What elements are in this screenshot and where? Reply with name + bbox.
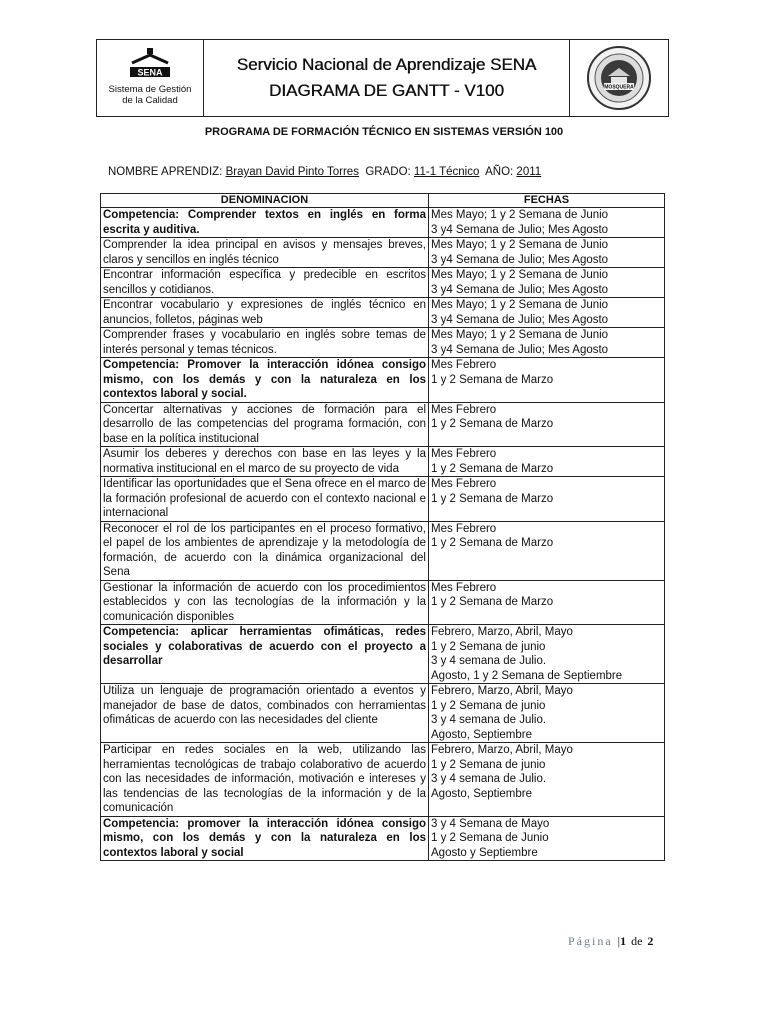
- fecha-line: 3 y4 Semana de Julio; Mes Agosto: [431, 223, 609, 236]
- student-year: 2011: [516, 166, 542, 178]
- header-title-line-2: DIAGRAMA DE GANTT - V100: [269, 81, 504, 100]
- fecha-line: 3 y4 Semana de Julio; Mes Agosto: [431, 343, 609, 356]
- denominacion-cell: Encontrar información específica y predecible en escritos sencillos y cotidianos.: [101, 268, 429, 298]
- fechas-cell: [429, 238, 665, 268]
- denominacion-cell: Asumir los deberes y derechos con base en las leyes y la normativa institucional en el marco de su proyecto de vida: [101, 447, 429, 477]
- fechas-cell: [429, 402, 665, 447]
- fechas-cell: [429, 743, 665, 817]
- fechas-cell: [429, 625, 665, 684]
- table-header-row: [101, 194, 665, 208]
- page-footer: [568, 934, 653, 949]
- fecha-line: Mes Mayo; 1 y 2 Semana de Junio: [431, 329, 609, 341]
- fecha-line: Agosto, Septiembre: [431, 728, 533, 741]
- seal-text: MOSQUERA: [604, 84, 634, 91]
- fecha-line: Agosto, 1 y 2 Semana de Septiembre: [431, 669, 623, 682]
- fecha-line: 1 y 2 Semana de Marzo: [431, 492, 554, 505]
- fecha-line: Mes Febrero: [431, 581, 497, 594]
- table-row: [101, 238, 665, 268]
- fecha-line: Febrero, Marzo, Abril, Mayo: [431, 626, 573, 638]
- fecha-line: Mes Febrero: [431, 359, 497, 371]
- header-title-block: [204, 40, 570, 116]
- denominacion-cell: Reconocer el rol de los participantes en el proceso formativo, el papel de los ambientes de aprendizaje y la metodología de formación, de acuerdo con la dinámica organizacional del Sena: [101, 521, 429, 580]
- fecha-line: 1 y 2 Semana de Marzo: [431, 418, 554, 430]
- fecha-line: Agosto y Septiembre: [431, 846, 538, 859]
- fecha-line: Agosto, Septiembre: [431, 787, 533, 800]
- program-title: PROGRAMA DE FORMACIÓN TÉCNICO EN SISTEMAS VERSIÓN 100: [204, 126, 564, 138]
- fecha-line: 3 y4 Semana de Julio; Mes Agosto: [431, 283, 609, 296]
- table-row: [101, 816, 665, 861]
- fechas-cell: [429, 684, 665, 743]
- denominacion-cell: Comprender la idea principal en avisos y mensajes breves, claros y sencillos en inglés técnico: [101, 238, 429, 268]
- fecha-line: Mes Febrero: [431, 448, 497, 460]
- logo-caption-line-1: Sistema de Gestión: [108, 84, 192, 95]
- year-label: AÑO:: [479, 166, 517, 178]
- page-number: 1: [620, 934, 627, 948]
- denominacion-cell: Encontrar vocabulario y expresiones de inglés técnico en anuncios, folletos, páginas web: [101, 298, 429, 328]
- fecha-line: 3 y 4 Semana de Mayo: [431, 817, 550, 830]
- competencia-cell: Competencia: promover la interacción idónea consigo mismo, con los demás y con la naturaleza en los contextos laboral y social: [101, 816, 429, 861]
- gantt-table-body: [101, 208, 665, 861]
- fecha-line: 1 y 2 Semana de Marzo: [431, 373, 554, 386]
- fecha-line: Mes Febrero: [431, 403, 497, 416]
- denominacion-cell: Identificar las oportunidades que el Sena ofrece en el marco de la formación profesional de acuerdo con el contexto nacional e internacional: [101, 477, 429, 522]
- fechas-cell: [429, 580, 665, 625]
- fecha-line: Mes Febrero: [431, 522, 497, 535]
- fecha-line: Mes Mayo; 1 y 2 Semana de Junio: [431, 209, 609, 221]
- fechas-cell: [429, 358, 665, 403]
- fecha-line: 3 y4 Semana de Julio; Mes Agosto: [431, 313, 609, 326]
- fecha-line: 1 y 2 Semana de junio: [431, 640, 546, 653]
- sena-logo-block: [97, 40, 204, 116]
- fecha-line: 3 y4 Semana de Julio; Mes Agosto: [431, 253, 609, 266]
- competencia-cell: Competencia: Promover la interacción idónea consigo mismo, con los demás y con la naturaleza en los contextos laboral y social.: [101, 358, 429, 403]
- fecha-line: 1 y 2 Semana de Marzo: [431, 537, 554, 549]
- fechas-cell: [429, 521, 665, 580]
- seal-icon: [586, 45, 652, 111]
- table-row: [101, 625, 665, 684]
- col-header-fechas: FECHAS: [429, 194, 665, 208]
- table-row: [101, 298, 665, 328]
- student-grade: 11-1 Técnico: [413, 166, 480, 178]
- grade-label: GRADO:: [358, 166, 414, 178]
- logo-brand-text: SENA: [137, 67, 163, 78]
- student-info: [108, 166, 541, 178]
- fecha-line: 1 y 2 Semana de junio: [431, 758, 546, 771]
- fecha-line: Febrero, Marzo, Abril, Mayo: [431, 685, 573, 697]
- table-row: [101, 268, 665, 298]
- denominacion-cell: Concertar alternativas y acciones de formación para el desarrollo de las competencias del programa formación, con base en la política institucional: [101, 402, 429, 447]
- fecha-line: Febrero, Marzo, Abril, Mayo: [431, 744, 573, 756]
- fechas-cell: [429, 816, 665, 861]
- competencia-cell: Competencia: aplicar herramientas ofimáticas, redes sociales y colaborativas de acuerdo con el proyecto a desarrollar: [101, 625, 429, 684]
- fechas-cell: [429, 208, 665, 238]
- fecha-line: 3 y 4 semana de Julio.: [431, 773, 547, 785]
- denominacion-cell: Comprender frases y vocabulario en inglés sobre temas de interés personal y temas técnicos.: [101, 328, 429, 358]
- table-row: [101, 521, 665, 580]
- logo-caption-line-2: de la Calidad: [122, 95, 178, 106]
- col-header-denominacion: DENOMINACION: [101, 194, 429, 208]
- fecha-line: Mes Mayo; 1 y 2 Semana de Junio: [431, 299, 609, 311]
- page-separator: |: [617, 934, 621, 948]
- student-name: Brayan David Pinto Torres: [225, 166, 359, 178]
- denominacion-cell: Utiliza un lenguaje de programación orientado a eventos y manejador de base de datos, combinados con herramientas ofimáticas de acuerdo con las necesidades del cliente: [101, 684, 429, 743]
- fechas-cell: [429, 328, 665, 358]
- header-title-line-1: Servicio Nacional de Aprendizaje SENA: [236, 55, 537, 74]
- page-word: Página: [568, 934, 613, 948]
- fecha-line: Mes Mayo; 1 y 2 Semana de Junio: [431, 269, 609, 281]
- table-row: [101, 402, 665, 447]
- fecha-line: Mes Febrero: [431, 478, 497, 490]
- gantt-table: [100, 193, 665, 861]
- table-row: [101, 684, 665, 743]
- fecha-line: 1 y 2 Semana de Marzo: [431, 462, 554, 475]
- sena-logo-icon: [128, 48, 172, 82]
- fechas-cell: [429, 447, 665, 477]
- fecha-line: 1 y 2 Semana de Junio: [431, 832, 549, 844]
- competencia-cell: Competencia: Comprender textos en inglés en forma escrita y auditiva.: [101, 208, 429, 238]
- of-word: de: [631, 934, 643, 948]
- fecha-line: 3 y 4 semana de Julio.: [431, 655, 547, 667]
- fechas-cell: [429, 298, 665, 328]
- logo-caption: [109, 84, 192, 106]
- table-row: [101, 580, 665, 625]
- fecha-line: 1 y 2 Semana de Marzo: [431, 596, 554, 608]
- table-row: [101, 477, 665, 522]
- table-row: [101, 208, 665, 238]
- fechas-cell: [429, 268, 665, 298]
- table-row: [101, 447, 665, 477]
- table-row: [101, 743, 665, 817]
- document-header: [96, 39, 669, 117]
- denominacion-cell: Gestionar la información de acuerdo con los procedimientos establecidos y con las tecnologías de la información y la comunicación disponibles: [101, 580, 429, 625]
- fecha-line: Mes Mayo; 1 y 2 Semana de Junio: [431, 239, 609, 251]
- denominacion-cell: Participar en redes sociales en la web, utilizando las herramientas tecnológicas de trabajo colaborativo de acuerdo con las necesidades de información, motivación e intereses y las tendencias de las tecnologías de la información y de la comunicación: [101, 743, 429, 817]
- page-total: 2: [647, 934, 654, 948]
- table-row: [101, 328, 665, 358]
- name-label: NOMBRE APRENDIZ:: [108, 166, 226, 178]
- fecha-line: 3 y 4 semana de Julio.: [431, 714, 547, 726]
- fecha-line: 1 y 2 Semana de junio: [431, 699, 546, 712]
- table-row: [101, 358, 665, 403]
- fechas-cell: [429, 477, 665, 522]
- institution-seal: [570, 40, 668, 116]
